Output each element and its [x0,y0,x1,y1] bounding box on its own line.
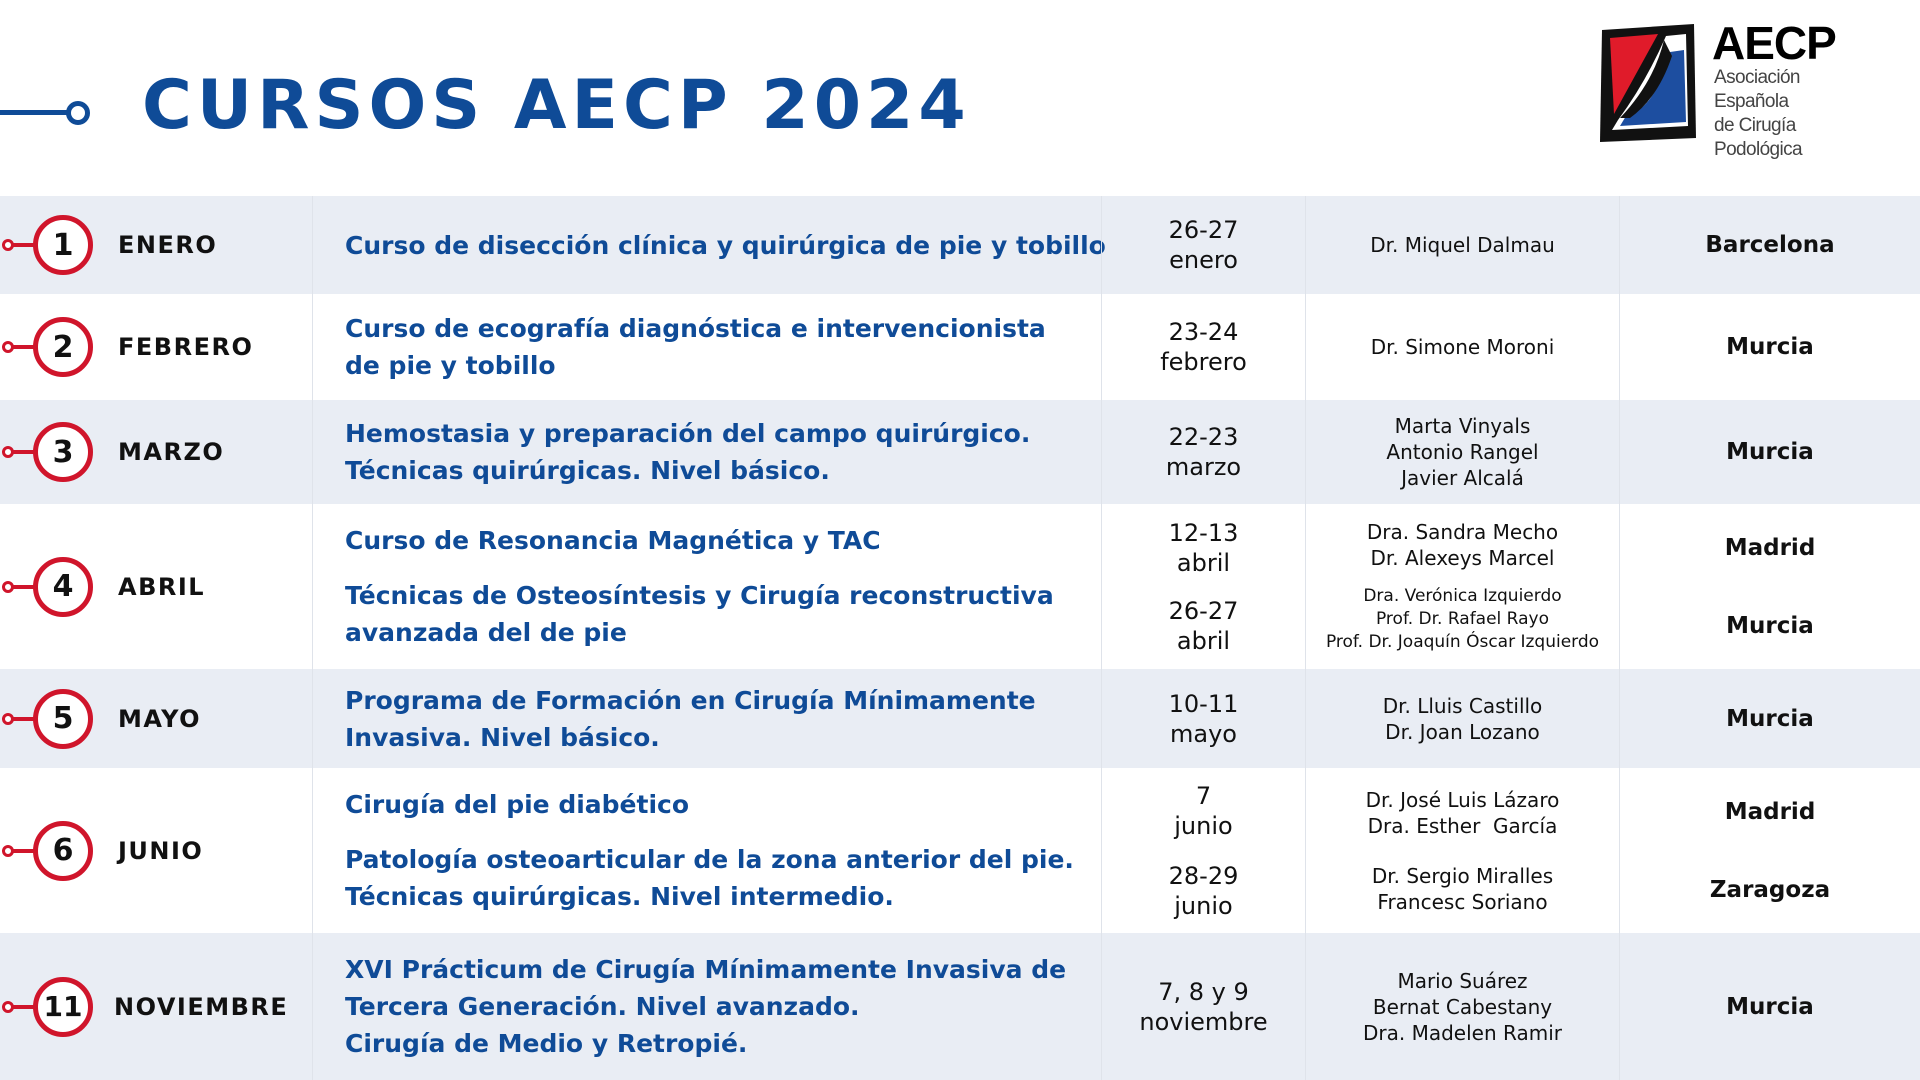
course-city: Murcia [1726,612,1814,639]
table-row [0,669,1920,768]
table-row [0,294,1920,400]
table-row [0,504,1920,669]
speaker-list: Dra. Sandra Mecho Dr. Alexeys Marcel [1366,520,1559,570]
course-cell [312,400,1101,504]
header [0,0,1920,196]
month-label: JUNIO [118,836,204,865]
month-cell [0,933,312,1080]
speaker-cell [1305,768,1619,933]
course-cell [312,933,1101,1080]
city-cell [1619,196,1920,294]
month-label: MARZO [118,438,225,466]
row-marker-icon [0,420,95,484]
speaker-list: Dr. José Luis Lázaro Dra. Esther García [1365,787,1560,838]
city-cell [1619,400,1920,504]
speaker-list: Dra. Verónica Izquierdo Prof. Dr. Rafael Rayo Prof. Dr. Joaquín Óscar Izquierdo [1325,586,1600,652]
speaker-cell [1305,933,1619,1080]
aecp-logo-mark-icon [1596,22,1700,144]
course-number: 3 [33,422,93,482]
course-title: Técnicas de Osteosíntesis y Cirugía reconstructiva avanzada del de pie [345,581,1054,647]
city-cell [1619,504,1920,669]
course-city: Murcia [1726,439,1814,465]
course-number: 6 [33,821,93,881]
date-cell [1101,504,1305,669]
course-cell [312,196,1106,294]
table-row [0,196,1920,294]
course-title: Programa de Formación en Cirugía Mínimamente Invasiva. Nivel básico. [345,685,1036,752]
city-cell [1619,768,1920,933]
month-cell [0,400,312,504]
city-cell [1619,933,1920,1080]
course-number: 11 [33,977,93,1037]
month-label: ABRIL [118,572,206,601]
row-marker-icon [0,819,95,883]
month-cell [0,196,312,294]
month-cell [0,669,312,768]
row-marker-icon [0,213,95,277]
course-date: 26-27 enero [1168,216,1239,274]
logo-subtitle-line: Podológica [1714,139,1803,160]
course-city: Murcia [1726,993,1814,1020]
month-label: MAYO [118,704,202,733]
course-date: 26-27 abril [1168,596,1239,655]
speaker-cell [1305,294,1619,400]
speaker-list: Marta Vinyals Antonio Rangel Javier Alcalá [1386,414,1539,490]
course-city: Madrid [1724,534,1816,561]
course-number: 1 [33,215,93,275]
course-city: Murcia [1726,705,1814,732]
speaker-list: Dr. Lluis Castillo Dr. Joan Lozano [1382,693,1543,744]
date-cell [1101,196,1305,294]
speaker-list: Dr. Simone Moroni [1370,335,1555,359]
month-cell [0,768,312,933]
course-date: 7 junio [1174,781,1233,840]
month-label: NOVIEMBRE [114,992,289,1021]
row-marker-icon [0,975,95,1039]
logo-subtitle-line: Española [1714,91,1789,112]
course-city: Madrid [1724,798,1816,825]
course-date: 7, 8 y 9 noviembre [1139,977,1268,1036]
speaker-cell [1305,196,1619,294]
table-row [0,400,1920,504]
course-title: Curso de Resonancia Magnética y TAC [345,526,881,555]
course-title: Cirugía del pie diabético [345,790,690,819]
course-date: 22-23 marzo [1165,423,1242,481]
logo-subtitle-line: de Cirugía [1714,115,1796,136]
course-city: Barcelona [1705,232,1835,258]
header-decorative-line [0,110,70,115]
course-date: 23-24 febrero [1160,318,1247,376]
row-marker-icon [0,315,95,379]
course-title: Hemostasia y preparación del campo quirúrgico. Técnicas quirúrgicas. Nivel básico. [345,419,1031,485]
month-cell [0,294,312,400]
aecp-logo [1596,18,1906,163]
speaker-cell [1305,504,1619,669]
logo-subtitle-line: Asociación [1714,67,1800,88]
city-cell [1619,294,1920,400]
logo-subtitle [1714,66,1802,162]
course-number: 5 [33,689,93,749]
row-marker-icon [0,687,95,751]
course-city: Zaragoza [1709,876,1831,903]
logo-name: AECP [1712,17,1836,69]
date-cell [1101,400,1305,504]
course-number: 2 [33,317,93,377]
course-title: XVI Prácticum de Cirugía Mínimamente Invasiva de Tercera Generación. Nivel avanzado. Cirugía de Medio y Retropié. [345,955,1067,1058]
month-cell [0,504,312,669]
course-cell [312,504,1101,669]
date-cell [1101,294,1305,400]
course-cell [312,669,1101,768]
course-cell [312,294,1101,400]
course-date: 28-29 junio [1168,861,1239,920]
speaker-list: Dr. Sergio Miralles Francesc Soriano [1371,863,1554,914]
course-number: 4 [33,557,93,617]
speaker-cell [1305,669,1619,768]
month-label: FEBRERO [118,333,254,361]
date-cell [1101,768,1305,933]
course-title: Patología osteoarticular de la zona anterior del pie. Técnicas quirúrgicas. Nivel intermedio. [345,845,1074,911]
city-cell [1619,669,1920,768]
table-row [0,768,1920,933]
speaker-list: Mario Suárez Bernat Cabestany Dra. Madelen Ramir [1363,968,1562,1045]
course-cell [312,768,1101,933]
date-cell [1101,669,1305,768]
header-decorative-dot-icon [66,101,90,125]
course-date: 12-13 abril [1168,518,1239,577]
page-title: CURSOS AECP 2024 [142,66,971,145]
table-row [0,933,1920,1080]
month-label: ENERO [118,231,218,259]
date-cell [1101,933,1305,1080]
row-marker-icon [0,555,95,619]
course-title: Curso de ecografía diagnóstica e intervencionista de pie y tobillo [345,314,1046,380]
speaker-list: Dr. Miquel Dalmau [1370,233,1555,257]
speaker-cell [1305,400,1619,504]
course-title: Curso de disección clínica y quirúrgica de pie y tobillo [345,230,1106,260]
course-city: Murcia [1726,334,1814,360]
course-date: 10-11 mayo [1168,689,1239,748]
